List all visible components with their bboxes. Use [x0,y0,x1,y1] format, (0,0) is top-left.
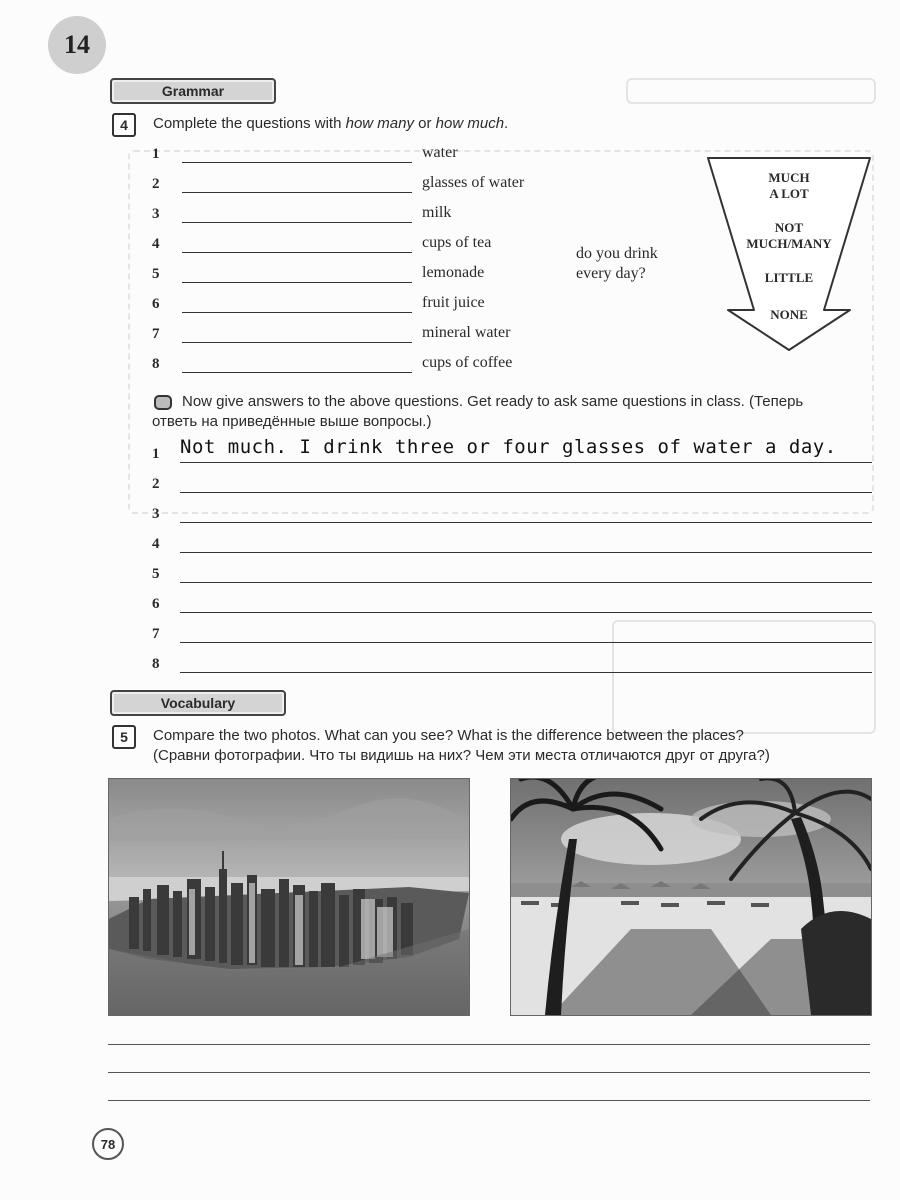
writing-line[interactable] [108,1044,870,1045]
scale-label: MUCH [768,170,810,185]
fill-in-blank[interactable] [182,252,412,253]
answer-number: 7 [152,626,160,642]
answer-row [152,648,872,676]
answer-number: 6 [152,596,160,612]
fill-in-blank[interactable] [182,222,412,223]
answer-line[interactable] [180,612,872,613]
fill-in-blank[interactable] [182,372,412,373]
scale-label: MUCH/MANY [746,236,832,251]
grammar-tab: Grammar [110,78,276,104]
writing-line[interactable] [108,1072,870,1073]
item-number: 4 [152,236,160,252]
item-word: cups of tea [422,234,492,251]
exercise-4-instruction: Complete the questions with how many or how much. [153,115,509,132]
quantity-scale-arrow [706,156,872,352]
answer-row [152,468,872,496]
side-question-line: every day? [576,265,646,282]
answer-number: 2 [152,476,160,492]
answer-line[interactable] [180,582,872,583]
item-word: milk [422,204,452,221]
answer-row [152,618,872,646]
page-number: 78 [92,1128,124,1160]
item-word: mineral water [422,324,511,341]
scale-label: NONE [770,307,808,322]
answer-line[interactable] [180,462,872,463]
answer-row [152,498,872,526]
scale-label: A LOT [769,186,809,201]
exercise-number: 5 [112,725,136,749]
item-number: 7 [152,326,160,342]
item-number: 8 [152,356,160,372]
fill-in-blank[interactable] [182,342,412,343]
scale-label: NOT [774,220,804,235]
vocabulary-tab: Vocabulary [110,690,286,716]
item-word: fruit juice [422,294,485,311]
item-number: 2 [152,176,160,192]
city-skyline-photo [108,778,470,1016]
answer-row [152,438,872,466]
item-word: glasses of water [422,174,525,191]
exercise-5-instruction: Compare the two photos. What can you see? What is the difference between the places? (Сравни фотографии. Что ты видишь на них? Чем эти места отличаются друг от друга?) [153,727,770,764]
unit-number-badge: 14 [48,16,106,74]
answer-number: 1 [152,446,160,462]
answer-number: 4 [152,536,160,552]
fill-in-blank[interactable] [182,192,412,193]
answer-line[interactable] [180,552,872,553]
answer-row [152,528,872,556]
fill-in-blank[interactable] [182,282,412,283]
answer-number: 5 [152,566,160,582]
handwritten-answer: Not much. I drink three or four glasses of water a day. [180,436,837,458]
item-word: water [422,144,458,161]
answer-row [152,588,872,616]
side-question [576,244,658,284]
fill-in-blank[interactable] [182,312,412,313]
bleed-through-box [626,78,876,104]
exercise-number: 4 [112,113,136,137]
item-word: cups of coffee [422,354,513,371]
answer-line[interactable] [180,522,872,523]
answer-line[interactable] [180,492,872,493]
answer-number: 3 [152,506,160,522]
item-number: 3 [152,206,160,222]
item-number: 6 [152,296,160,312]
side-question-line: do you drink [576,245,658,262]
answer-line[interactable] [180,642,872,643]
item-word: lemonade [422,264,485,281]
fill-in-blank[interactable] [182,162,412,163]
beach-photo [510,778,872,1016]
scale-label: LITTLE [764,270,814,285]
writing-line[interactable] [108,1100,870,1101]
item-number: 5 [152,266,160,282]
item-number: 1 [152,146,160,162]
answer-number: 8 [152,656,160,672]
answer-row [152,558,872,586]
answers-instruction: Now give answers to the above questions. Get ready to ask same questions in class. (Теперь ответь на приведённые выше вопросы.) [152,393,804,430]
answer-line[interactable] [180,672,872,673]
